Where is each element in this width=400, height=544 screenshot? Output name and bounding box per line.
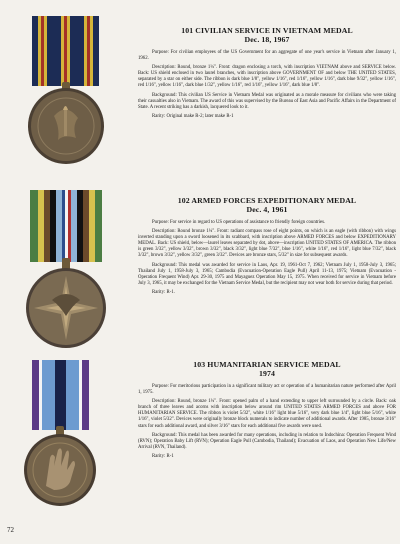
medal-title: 101 CIVILIAN SERVICE IN VIETNAM MEDAL: [181, 26, 353, 35]
medal-date: Dec. 4, 1961: [246, 205, 288, 214]
purpose-paragraph: Purpose: For civilian employees of the US Government for an aggregate of one year's service in Vietnam after January 1, 1962.: [138, 50, 396, 62]
purpose-paragraph: Purpose: For service in regard to US operations of assistance to friendly foreign countries.: [152, 220, 326, 225]
section-heading: [138, 360, 396, 378]
rarity-paragraph: Rarity: R-1: [152, 453, 174, 459]
background-paragraph: Background: This civilian US Service in Vietnam Medal was originated as a morale measure for civilians who were taking their casualties also in Vietnam. The award of this was supervised by the Bureau of East Asia and Pacific Affairs in the Department of State. A recent striking has a darkish, lacquered look to it.: [138, 92, 396, 110]
medal-date: Dec. 18, 1967: [244, 35, 290, 44]
section-101: [138, 26, 396, 123]
medal-date: 1974: [259, 369, 275, 378]
section-102: [138, 196, 396, 299]
medal-title: 102 ARMED FORCES EXPEDITIONARY MEDAL: [177, 196, 357, 205]
page-number: 72: [7, 526, 14, 534]
section-103: [138, 360, 396, 463]
description-paragraph: Description: Round, bronze 1¼". Front: dragon enclosing a torch, with inscription VIETNAM above and SERVICE below. Back: US shield enclosed in two laurel branches, with inscription above GOVERNMENT OF and below THE UNITED STATES, separated by a star on either side. The ribbon is dark blue 1/8", yellow 1/16", red 1/16", yellow 1/16", dark blue 9/32", yellow 1/16", red 1/16", yellow 1/16", dark blue 1/32", yellow 1/16", red 1/16", yellow 1/16", dark blue 1/8".: [138, 65, 396, 89]
background-paragraph: Background: This medal has been awarded for many operations, including in relation to Indochina: Operation Frequent Wind (RVN); Operation Baby Lift (RVN); Operation Eagle Pull (Cambodia, Thailand); Evacuation of Laos, and Operation New Life/New Arrival (RVN, Thailand).: [138, 432, 396, 450]
rarity-paragraph: Rarity: R-1.: [152, 289, 175, 295]
description-paragraph: Description: Round bronze 1¼". Front: radiant compass rose of eight points, on which is an eagle (with ribbon) with wings inverted standing upon a sword loosened in its scabbard, with inscription above ARMED FORCES and below EXPEDITIONARY MEDAL. Back: US shield, below—laurel leaves separated by dot, above—inscription UNITED STATES OF AMERICA. The ribbon is green 3/32", yellow 3/32", brown 3/32", black 3/32", light blue 7/32", blue 1/16", white 1/16", red 1/16", light blue 7/32", black 3/32", brown 3/32", yellow 3/32", green 3/32". Devices are bronze stars, 5/32" in size for subsequent awards.: [138, 229, 396, 259]
expeditionary-medal-image: [6, 188, 126, 356]
description-paragraph: Description: Round, bronze 1¼". Front: opened palm of a hand extending to upper left surrounded by a circle. Back: oak branch of three leaves and acorns with inscription below around rim UNITED STATES ARMED FORCES and above FOR HUMANITARIAN SERVICE. The ribbon is violet 5/32", white 1/16" light blue 5/16", very dark blue 1/4", light blue 5/16", white 1/16", violet 5/32". Devices were originally bronze block numerals to indicate number of additional awards. After 1985, bronze 3/16" stars for each additional award, and silver 3/16" stars for each additional five awards were used.: [138, 399, 396, 429]
purpose-paragraph: Purpose: For meritorious participation in a significant military act or operation of a humanitarian nature performed after April 1, 1975.: [138, 384, 396, 396]
civilian-service-medal-image: [6, 14, 126, 174]
section-heading: [138, 26, 396, 44]
section-heading: [138, 196, 396, 214]
rarity-paragraph: Rarity: Original make R-2; later make R-1: [152, 113, 234, 119]
background-paragraph: Background: This medal was awarded for service in Laos, Apr. 19, 1961-Oct 7, 1962; Vietnam July 1, 1958-July 3, 1965; Thailand July 1, 1958-July 3, 1965; Cambodia (Evacuation-Operation Eagle Pull) April 11-13, 1975; Vietnam (Evacuation - Operation Frequent Wind) Apr. 29-30, 1975 and Mayaguez Operation May 15, 1975. When received for service in Vietnam before July 3, 1965, it may be exchanged for the Vietnam Service Medal, but the recipient may not wear both for service during that period.: [138, 262, 396, 286]
humanitarian-medal-image: [6, 358, 126, 514]
medal-title: 103 HUMANITARIAN SERVICE MEDAL: [193, 360, 341, 369]
